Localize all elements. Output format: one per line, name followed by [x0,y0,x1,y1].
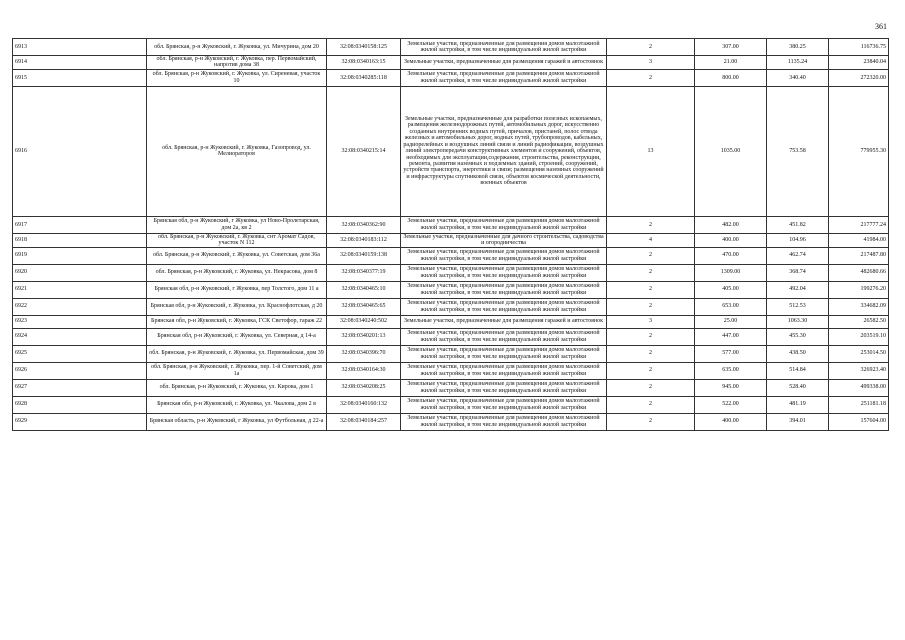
specific-value-cell: 481.19 [767,396,829,413]
specific-value-cell: 528.40 [767,379,829,396]
specific-value-cell: 438.50 [767,345,829,362]
row-number: 6915 [13,69,147,86]
land-use-cell: Земельные участки, предназначенные для дачного строительства, садоводства и огородничества [401,233,607,247]
cadastral-value-cell: 41984.00 [829,233,889,247]
address-cell: Брянская обл, р-н Жуковский, г. Жуковка, ул. Краснофлотская, д 20 [147,298,327,315]
area-cell: 470.00 [695,247,767,264]
cadastral-value-cell: 203519.10 [829,328,889,345]
use-group-cell: 2 [607,264,695,281]
area-cell: 522.00 [695,396,767,413]
table-row [13,56,889,70]
use-group-cell: 2 [607,216,695,233]
table-row [13,233,889,247]
cadastral-number-cell: 32:08:0340285:118 [327,69,401,86]
cadastral-value-cell: 116736.75 [829,39,889,56]
cadastral-number-cell: 32:08:0340163:15 [327,56,401,70]
table-row [13,39,889,56]
table-row [13,413,889,430]
address-cell: Брянская обл, р-н Жуковский, г Жуковка, пер Толстого, дом 11 а [147,281,327,298]
cadastral-number-cell: 32:08:0340362:90 [327,216,401,233]
address-cell: Брянская обл, р-н Жуковский, г. Жуковка, ул. Чкалова, дом 2 в [147,396,327,413]
area-cell: 405.00 [695,281,767,298]
land-use-cell: Земельные участки, предназначенные для размещения домов малоэтажной жилой застройки, в том числе индивидуальной жилой застройки [401,216,607,233]
address-cell: обл. Брянская, р-н Жуковский, г. Жуковка, ул. Мичурина, дом 20 [147,39,327,56]
land-use-cell: Земельные участки, предназначенные для размещения гаражей и автостоянок [401,315,607,328]
cadastral-number-cell: 32:08:0340183:112 [327,233,401,247]
specific-value-cell: 380.25 [767,39,829,56]
cadastral-number-cell: 32:08:0340160:132 [327,396,401,413]
cadastral-number-cell: 32:08:0340465:65 [327,298,401,315]
land-use-cell: Земельные участки, предназначенные для размещения домов малоэтажной жилой застройки, в том числе индивидуальной жилой застройки [401,362,607,379]
specific-value-cell: 514.84 [767,362,829,379]
cadastral-value-cell: 326923.40 [829,362,889,379]
address-cell: Брянская обл, р-н Жуковский, г. Жуковка, ГСК Светофор, гараж 22 [147,315,327,328]
land-use-cell: Земельные участки, предназначенные для размещения домов малоэтажной жилой застройки, в том числе индивидуальной жилой застройки [401,39,607,56]
land-use-cell: Земельные участки, предназначенные для размещения домов малоэтажной жилой застройки, в том числе индивидуальной жилой застройки [401,413,607,430]
use-group-cell: 2 [607,396,695,413]
address-cell: обл. Брянская, р-н Жуковский, г. Жуковка, ул. Сиреневая, участок 10 [147,69,327,86]
table-row [13,298,889,315]
area-cell: 25.00 [695,315,767,328]
table-row [13,396,889,413]
address-cell: Брянская обл, р-н Жуковский, г. Жуковка, ул. Северная, д 14-а [147,328,327,345]
cadastral-value-cell: 779955.30 [829,86,889,216]
table-row [13,315,889,328]
area-cell: 577.00 [695,345,767,362]
row-number: 6923 [13,315,147,328]
table-row [13,86,889,216]
specific-value-cell: 462.74 [767,247,829,264]
use-group-cell: 2 [607,413,695,430]
area-cell: 307.00 [695,39,767,56]
area-cell: 800.00 [695,69,767,86]
address-cell: обл. Брянская, р-н Жуковский, г. Жуковка, Газопровод, ул. Мелиораторов [147,86,327,216]
table-row [13,69,889,86]
row-number: 6922 [13,298,147,315]
use-group-cell: 13 [607,86,695,216]
area-cell: 653.00 [695,298,767,315]
cadastral-number-cell: 32:08:0340158:125 [327,39,401,56]
area-cell: 400.00 [695,413,767,430]
table-row [13,328,889,345]
specific-value-cell: 368.74 [767,264,829,281]
address-cell: обл. Брянская, р-н Жуковский, г. Жуковка, ул. Советская, дом 36а [147,247,327,264]
use-group-cell: 3 [607,315,695,328]
row-number: 6921 [13,281,147,298]
table-row [13,281,889,298]
cadastral-number-cell: 32:08:0340184:257 [327,413,401,430]
specific-value-cell: 512.53 [767,298,829,315]
address-cell: обл. Брянская, р-н Жуковский, г. Жуковка, ул. Первомайская, дом 39 [147,345,327,362]
cadastral-value-cell: 23840.04 [829,56,889,70]
specific-value-cell: 451.82 [767,216,829,233]
specific-value-cell: 753.58 [767,86,829,216]
cadastral-value-cell: 253014.50 [829,345,889,362]
cadastral-value-cell: 199276.20 [829,281,889,298]
address-cell: обл. Брянская, р-н Жуковский, г. Жуковка, снт Аромат Садов, участок N 112 [147,233,327,247]
page-number: 361 [875,22,887,31]
cadastral-number-cell: 32:08:0340208:25 [327,379,401,396]
area-cell: 21.00 [695,56,767,70]
use-group-cell: 3 [607,56,695,70]
row-number: 6928 [13,396,147,413]
land-use-cell: Земельные участки, предназначенные для размещения домов малоэтажной жилой застройки, в том числе индивидуальной жилой застройки [401,328,607,345]
address-cell: обл. Брянская, р-н Жуковский, г. Жуковка, пер. Первомайский, напротив дома 38 [147,56,327,70]
use-group-cell: 2 [607,39,695,56]
land-use-cell: Земельные участки, предназначенные для разработки полезных ископаемых, размещения железнодорожных путей, автомобильных дорог, искусственно созданных внутренних водных путей, причалов, пристаней, полос отвода железных и автомобильных дорог, водных путей, трубопроводов, кабельных, радиорелейных и воздушных линий связи и линий радиофикации, воздушных линий электропередачи конструктивных элементов и сооружений, объектов, необходимых для эксплуатации,содержания, строительства, реконструкции, ремонта, развития наземных и подземных зданий, строений, сооружений, устройств транспорта, энергетики и связи; размещения наземных сооружений и инфраструктуры спутниковой связи, объектов космической деятельности, военных объектов [401,86,607,216]
land-use-cell: Земельные участки, предназначенные для размещения домов малоэтажной жилой застройки, в том числе индивидуальной жилой застройки [401,396,607,413]
area-cell: 400.00 [695,233,767,247]
row-number: 6925 [13,345,147,362]
land-use-cell: Земельные участки, предназначенные для размещения домов малоэтажной жилой застройки, в том числе индивидуальной жилой застройки [401,69,607,86]
use-group-cell: 2 [607,379,695,396]
land-use-cell: Земельные участки, предназначенные для размещения домов малоэтажной жилой застройки, в том числе индивидуальной жилой застройки [401,247,607,264]
area-cell: 1309.00 [695,264,767,281]
cadastral-value-cell: 482680.66 [829,264,889,281]
cadastral-value-cell: 26582.50 [829,315,889,328]
specific-value-cell: 492.04 [767,281,829,298]
area-cell: 447.00 [695,328,767,345]
row-number: 6913 [13,39,147,56]
area-cell: 945.00 [695,379,767,396]
table-row [13,362,889,379]
specific-value-cell: 394.01 [767,413,829,430]
table-row [13,216,889,233]
row-number: 6914 [13,56,147,70]
row-number: 6924 [13,328,147,345]
cadastral-number-cell: 32:08:0340396:70 [327,345,401,362]
land-use-cell: Земельные участки, предназначенные для размещения домов малоэтажной жилой застройки, в том числе индивидуальной жилой застройки [401,298,607,315]
address-cell: обл. Брянская, р-н Жуковский, г. Жуковка, пер. 1-й Советский, дом 1а [147,362,327,379]
use-group-cell: 2 [607,281,695,298]
cadastral-number-cell: 32:08:0340164:30 [327,362,401,379]
cadastral-value-table [12,38,889,431]
specific-value-cell: 1063.30 [767,315,829,328]
row-number: 6929 [13,413,147,430]
row-number: 6917 [13,216,147,233]
table-row [13,345,889,362]
cadastral-number-cell: 32:08:0340215:14 [327,86,401,216]
cadastral-value-cell: 157604.00 [829,413,889,430]
address-cell: Брянская область, р-н Жуковский, г Жуковка, ул Футбольная, д 22-а [147,413,327,430]
address-cell: обл. Брянская, р-н Жуковский, г. Жуковка, ул. Кирова, дом 1 [147,379,327,396]
address-cell: обл. Брянская, р-н Жуковский, г. Жуковка, ул. Некрасова, дом 8 [147,264,327,281]
cadastral-number-cell: 32:08:0340377:19 [327,264,401,281]
use-group-cell: 2 [607,328,695,345]
area-cell: 482.00 [695,216,767,233]
cadastral-number-cell: 32:08:0340465:10 [327,281,401,298]
use-group-cell: 2 [607,345,695,362]
row-number: 6920 [13,264,147,281]
land-use-cell: Земельные участки, предназначенные для размещения домов малоэтажной жилой застройки, в том числе индивидуальной жилой застройки [401,264,607,281]
cadastral-value-cell: 272320.00 [829,69,889,86]
use-group-cell: 2 [607,247,695,264]
row-number: 6926 [13,362,147,379]
specific-value-cell: 455.30 [767,328,829,345]
use-group-cell: 2 [607,298,695,315]
use-group-cell: 2 [607,362,695,379]
address-cell: Брянская обл, р-н Жуковский, г Жуковка, ул Ново-Пролетарская, дом 2а, кв 2 [147,216,327,233]
specific-value-cell: 104.96 [767,233,829,247]
row-number: 6918 [13,233,147,247]
area-cell: 635.00 [695,362,767,379]
use-group-cell: 4 [607,233,695,247]
row-number: 6919 [13,247,147,264]
cadastral-value-cell: 217487.80 [829,247,889,264]
use-group-cell: 2 [607,69,695,86]
row-number: 6927 [13,379,147,396]
land-use-cell: Земельные участки, предназначенные для размещения гаражей и автостоянок [401,56,607,70]
land-use-cell: Земельные участки, предназначенные для размещения домов малоэтажной жилой застройки, в том числе индивидуальной жилой застройки [401,379,607,396]
cadastral-value-cell: 499338.00 [829,379,889,396]
table-row [13,379,889,396]
table-row [13,247,889,264]
area-cell: 1035.00 [695,86,767,216]
cadastral-number-cell: 32:08:0340240:502 [327,315,401,328]
specific-value-cell: 340.40 [767,69,829,86]
cadastral-value-cell: 251181.18 [829,396,889,413]
land-use-cell: Земельные участки, предназначенные для размещения домов малоэтажной жилой застройки, в том числе индивидуальной жилой застройки [401,281,607,298]
land-use-cell: Земельные участки, предназначенные для размещения домов малоэтажной жилой застройки, в том числе индивидуальной жилой застройки [401,345,607,362]
cadastral-number-cell: 32:08:0340201:13 [327,328,401,345]
cadastral-value-cell: 334682.09 [829,298,889,315]
cadastral-value-cell: 217777.24 [829,216,889,233]
specific-value-cell: 1135.24 [767,56,829,70]
cadastral-number-cell: 32:08:0340159:138 [327,247,401,264]
row-number: 6916 [13,86,147,216]
table-row [13,264,889,281]
